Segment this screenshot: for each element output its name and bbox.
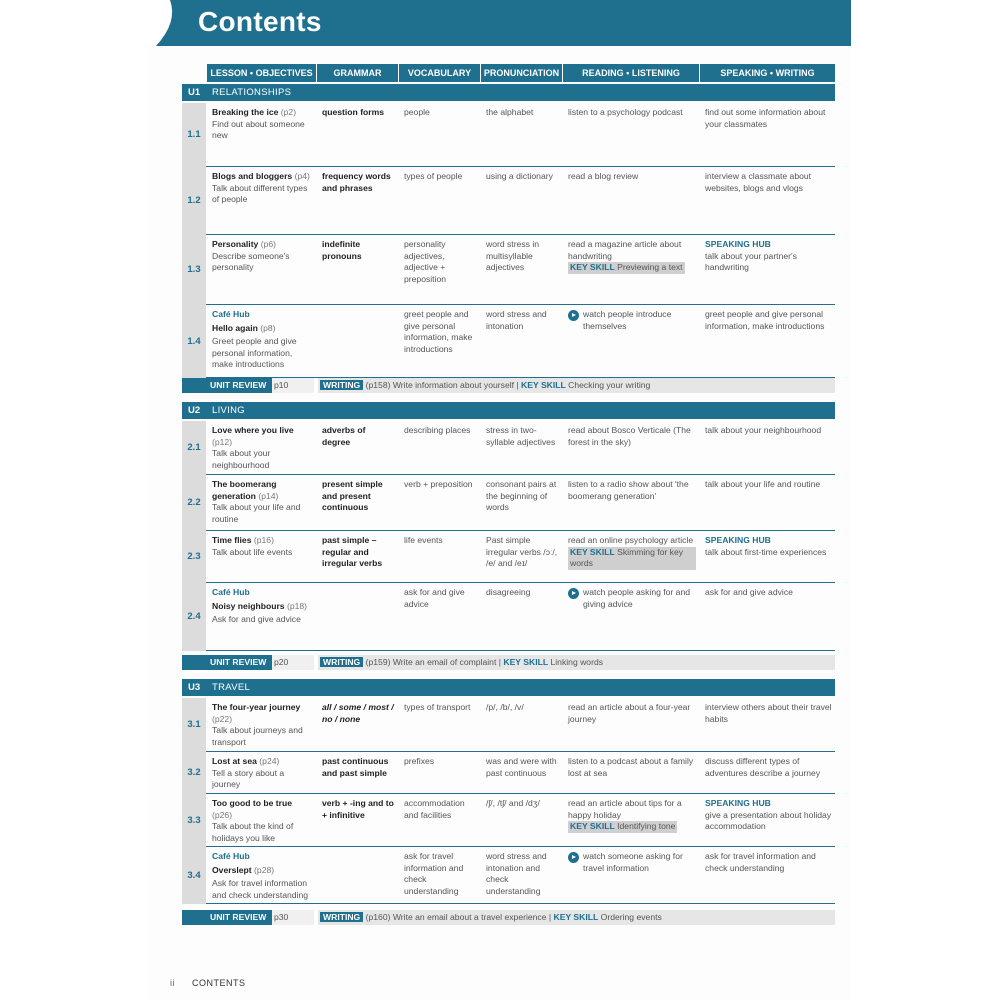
key-skill-text: Previewing a text [617, 262, 683, 272]
lesson-page: (p18) [286, 600, 308, 611]
lesson-objective: Talk about journeys and transport [212, 725, 303, 747]
lesson-cell [206, 587, 316, 626]
key-skill-text: Skimming for key words [570, 546, 684, 568]
lesson-title-text: The four-year journey [212, 702, 301, 712]
row-divider [206, 903, 835, 904]
speaking-writing-cell [699, 425, 835, 437]
lesson-title[interactable] [212, 323, 313, 335]
lesson-title-text: The boomerang generation [212, 479, 277, 501]
lesson-number: 1.1 [187, 129, 201, 140]
lesson-page: (p16) [253, 535, 274, 545]
lesson-title-text: Breaking the ice [212, 107, 279, 117]
col-header-lesson: LESSON • OBJECTIVES [206, 64, 316, 82]
reading-listening-cell [562, 171, 699, 183]
lesson-objective: Talk about the kind of holidays you like [212, 821, 294, 843]
lesson-title[interactable] [212, 171, 313, 183]
speaking-text: talk about your neighbourhood [705, 425, 822, 435]
grammar-cell: past continuous and past simple [322, 756, 389, 778]
unit-review-page: p10 [272, 378, 314, 393]
grammar-cell: indefinite pronouns [322, 239, 362, 261]
lesson-objective: Talk about your neighbourhood [212, 448, 271, 470]
lesson-objective: Talk about your life and routine [212, 502, 301, 524]
vocabulary-cell: personality adjectives, adjective + preposition [404, 239, 447, 284]
unit-code: U2 [188, 405, 201, 416]
lesson-objective: Tell a story about a journey [212, 767, 285, 789]
vocabulary-cell: types of people [404, 171, 463, 181]
pronunciation-cell: was and were with past continuous [486, 756, 557, 778]
lesson-objective: Talk about different types of people [212, 182, 308, 204]
lesson-title[interactable] [212, 535, 313, 547]
lesson-objective: Greet people and give personal information, make introductions [212, 336, 297, 369]
lesson-number: 2.2 [187, 497, 201, 508]
key-skill-label: KEY SKILL [570, 262, 615, 272]
video-item[interactable] [568, 309, 696, 332]
writing-text: (p160) Write an email about a travel experience [365, 912, 547, 922]
reading-text: read a blog review [568, 171, 639, 181]
lesson-page: (p2) [280, 107, 297, 117]
vocabulary-cell: verb + preposition [404, 479, 473, 489]
speaking-writing-cell [699, 107, 835, 130]
speaking-writing-cell [699, 756, 835, 779]
lesson-title[interactable] [212, 798, 313, 821]
lesson-title[interactable] [212, 865, 313, 877]
footer-label: CONTENTS [192, 978, 246, 988]
speaking-hub-label: SPEAKING HUB [705, 798, 771, 808]
lesson-title-text: Time flies [212, 535, 252, 545]
lesson-page: (p12) [212, 436, 233, 447]
writing-info: WRITING (p159) Write an email of complaint | KEY SKILL Linking words [318, 655, 835, 670]
lesson-number: 1.3 [187, 264, 201, 275]
reading-key-skill [568, 821, 677, 833]
lesson-title[interactable] [212, 239, 313, 251]
writing-label: WRITING [320, 912, 363, 922]
footer-page-number: ii [170, 978, 175, 988]
key-skill-label: KEY SKILL [553, 912, 599, 922]
cafe-hub-label: Café Hub [212, 851, 250, 861]
speaking-text: interview others about their travel habits [705, 702, 832, 724]
speaking-writing-cell [699, 587, 835, 599]
lesson-page: (p22) [212, 713, 233, 724]
lesson-title-text: Blogs and bloggers [212, 171, 293, 181]
unit-name: RELATIONSHIPS [212, 87, 292, 98]
unit-review-page: p30 [272, 910, 314, 925]
pronunciation-cell: word stress in multisyllable adjectives [486, 239, 540, 272]
row-divider [206, 846, 835, 847]
reading-listening-cell [562, 239, 699, 274]
row-divider [206, 530, 835, 531]
lesson-cell [206, 171, 316, 206]
lesson-title[interactable] [212, 702, 313, 725]
pronunciation-cell: /p/, /b/, /v/ [486, 702, 524, 712]
reading-listening-cell [562, 535, 699, 570]
unit-review-bar [182, 910, 835, 925]
unit-header [182, 402, 835, 419]
unit-review-bar [182, 655, 835, 670]
writing-info: WRITING (p158) Write information about yourself | KEY SKILL Checking your writing [318, 378, 835, 393]
speaking-writing-cell [699, 479, 835, 491]
vocabulary-cell: describing places [404, 425, 471, 435]
reading-text: listen to a psychology podcast [568, 107, 683, 117]
pronunciation-cell: stress in two-syllable adjectives [486, 425, 556, 447]
writing-label: WRITING [320, 657, 363, 667]
row-divider [206, 234, 835, 235]
reading-text: listen to a radio show about 'the boomerang generation' [568, 479, 689, 501]
speaking-writing-cell [699, 851, 835, 874]
grammar-cell: verb + -ing and to + infinitive [322, 798, 394, 820]
grammar-cell: all / some / most / no / none [322, 702, 394, 724]
writing-text: (p159) Write an email of complaint [365, 657, 497, 667]
writing-text: (p158) Write information about yourself [365, 380, 515, 390]
writing-label: WRITING [320, 380, 363, 390]
lesson-cell [206, 479, 316, 525]
speaking-text: talk about your partner's handwriting [705, 250, 797, 272]
speaking-text: find out some information about your classmates [705, 107, 826, 129]
speaking-hub-label: SPEAKING HUB [705, 239, 771, 249]
lesson-title-text: Too good to be true [212, 798, 293, 808]
lesson-objective: Ask for and give advice [212, 614, 301, 624]
vocabulary-cell: prefixes [404, 756, 435, 766]
lesson-number: 2.3 [187, 551, 201, 562]
key-skill-text: Identifying tone [617, 821, 676, 831]
reading-text: watch someone asking for travel information [583, 851, 683, 873]
play-video-icon[interactable] [568, 852, 579, 863]
lesson-cell [206, 851, 316, 901]
speaking-text: talk about first-time experiences [705, 546, 827, 557]
lesson-title-text: Hello again [212, 322, 258, 333]
reading-text: read an article about a four-year journey [568, 702, 691, 724]
lesson-cell [206, 309, 316, 371]
col-header-vocabulary: VOCABULARY [398, 64, 480, 82]
lesson-objective: Talk about life events [212, 546, 293, 557]
reading-text: listen to a podcast about a family lost at sea [568, 756, 694, 778]
lesson-cell [206, 425, 316, 471]
row-divider [206, 582, 835, 583]
reading-listening-cell [562, 107, 699, 119]
speaking-writing-cell [699, 239, 835, 274]
footer [170, 978, 246, 988]
key-skill-text: Checking your writing [568, 380, 651, 390]
speaking-writing-cell [699, 171, 835, 194]
lesson-objective: Ask for travel information and check understanding [212, 878, 309, 900]
cafe-hub-label: Café Hub [212, 587, 250, 597]
reading-key-skill [568, 262, 685, 274]
row-divider [206, 166, 835, 167]
speaking-text: talk about your life and routine [705, 479, 821, 489]
lesson-number: 1.4 [187, 335, 201, 347]
reading-text: read an article about tips for a happy holiday [568, 798, 682, 820]
lesson-objective: Find out about someone new [212, 118, 305, 140]
col-header-grammar: GRAMMAR [316, 64, 398, 82]
speaking-text: ask for travel information and check understanding [705, 851, 816, 873]
play-video-icon[interactable] [568, 310, 579, 321]
pronunciation-cell: using a dictionary [486, 171, 553, 181]
reading-listening-cell [562, 756, 699, 779]
lesson-page: (p14) [258, 490, 279, 501]
grammar-cell: present simple and present continuous [322, 479, 383, 512]
page-title: Contents [198, 6, 322, 37]
lesson-title[interactable] [212, 425, 313, 448]
lesson-cell [206, 535, 316, 558]
pronunciation-cell: the alphabet [486, 107, 534, 117]
lesson-objective: Describe someone's personality [212, 250, 290, 272]
lesson-page: (p26) [212, 809, 233, 820]
writing-info: WRITING (p160) Write an email about a travel experience | KEY SKILL Ordering events [318, 910, 835, 925]
unit-header [182, 84, 835, 101]
col-header-speaking: SPEAKING • WRITING [699, 64, 835, 82]
reading-listening-cell [562, 425, 699, 448]
reading-text: read an online psychology article [568, 535, 694, 545]
pronunciation-cell: word stress and intonation and check understanding [486, 851, 547, 896]
lesson-title-text: Love where you live [212, 425, 294, 435]
reading-listening-cell [562, 798, 699, 833]
lesson-page: (p4) [294, 171, 310, 181]
unit-name: LIVING [212, 405, 245, 416]
lesson-title[interactable] [212, 756, 313, 768]
vocabulary-cell: ask for and give advice [404, 587, 465, 609]
key-skill-label: KEY SKILL [521, 380, 566, 390]
key-skill-label: KEY SKILL [503, 657, 549, 667]
reading-text: watch people asking for and giving advice [583, 587, 691, 609]
video-item[interactable] [568, 851, 696, 874]
lesson-title[interactable] [212, 479, 313, 502]
row-divider [206, 474, 835, 475]
unit-review-bar [182, 378, 835, 393]
key-skill-text: Ordering events [600, 912, 662, 922]
row-divider [206, 304, 835, 305]
reading-listening-cell [562, 851, 699, 874]
pronunciation-cell: consonant pairs at the beginning of words [486, 479, 557, 512]
pronunciation-cell: /ʃ/, /tʃ/ and /dʒ/ [486, 798, 540, 808]
reading-text: read about Bosco Verticale (The forest in the sky) [568, 425, 691, 447]
lesson-cell [206, 107, 316, 142]
unit-code: U1 [188, 87, 201, 98]
reading-listening-cell [562, 309, 699, 332]
speaking-text: ask for and give advice [705, 587, 793, 597]
reading-key-skill [568, 547, 696, 570]
lesson-title-text: Overslept [212, 864, 252, 875]
unit-review-label: UNIT REVIEW [182, 655, 272, 670]
reading-listening-cell [562, 702, 699, 725]
unit-name: TRAVEL [212, 682, 251, 693]
vocabulary-cell: life events [404, 535, 443, 545]
speaking-text: greet people and give personal information, make introductions [705, 309, 825, 331]
lesson-number: 2.4 [187, 611, 201, 622]
speaking-writing-cell [699, 309, 835, 332]
unit-review-page: p20 [272, 655, 314, 670]
lesson-number: 3.4 [187, 869, 201, 881]
lesson-title-text: Noisy neighbours [212, 600, 285, 611]
vocabulary-cell: ask for travel information and check understanding [404, 851, 464, 896]
lesson-number: 3.2 [187, 767, 201, 778]
pronunciation-cell: word stress and intonation [486, 309, 547, 331]
grammar-cell: frequency words and phrases [322, 171, 391, 193]
unit-review-label: UNIT REVIEW [182, 378, 272, 393]
speaking-writing-cell [699, 702, 835, 725]
vocabulary-cell: types of transport [404, 702, 471, 712]
lesson-cell [206, 798, 316, 844]
lesson-cell [206, 239, 316, 274]
speaking-hub-label: SPEAKING HUB [705, 535, 771, 545]
lesson-number: 3.1 [187, 719, 201, 730]
lesson-number: 2.1 [187, 442, 201, 453]
speaking-writing-cell [699, 798, 835, 833]
reading-text: watch people introduce themselves [583, 309, 672, 331]
lesson-title[interactable] [212, 107, 313, 119]
vocabulary-cell: accommodation and facilities [404, 798, 465, 820]
reading-listening-cell [562, 587, 699, 610]
lesson-title[interactable] [212, 601, 313, 613]
row-divider [206, 751, 835, 752]
row-divider [206, 793, 835, 794]
pronunciation-cell: Past simple irregular verbs /ɔː/, /e/ and /eɪ/ [486, 535, 558, 568]
video-item[interactable] [568, 587, 696, 610]
header-swoosh-icon [148, 0, 188, 46]
reading-listening-cell [562, 479, 699, 502]
row-divider [206, 650, 835, 651]
grammar-cell: past simple – regular and irregular verbs [322, 535, 383, 568]
key-skill-label: KEY SKILL [570, 546, 615, 557]
grammar-cell: question forms [322, 107, 385, 117]
unit-header [182, 679, 835, 696]
key-skill-text: Linking words [550, 657, 604, 667]
grammar-cell: adverbs of degree [322, 425, 366, 447]
unit-review-label: UNIT REVIEW [182, 910, 272, 925]
lesson-cell [206, 702, 316, 748]
speaking-text: give a presentation about holiday accommodation [705, 809, 832, 831]
lesson-page: (p24) [259, 756, 280, 766]
lesson-cell [206, 756, 316, 791]
lesson-page: (p28) [254, 864, 275, 875]
play-video-icon[interactable] [568, 588, 579, 599]
pronunciation-cell: disagreeing [486, 587, 531, 597]
col-header-reading: READING • LISTENING [562, 64, 699, 82]
speaking-writing-cell [699, 535, 835, 558]
key-skill-label: KEY SKILL [570, 821, 615, 831]
speaking-text: interview a classmate about websites, blogs and vlogs [705, 171, 812, 193]
lesson-number: 3.3 [187, 814, 201, 826]
lesson-title-text: Personality [212, 239, 259, 249]
unit-code: U3 [188, 682, 201, 693]
col-header-pronunciation: PRONUNCIATION [480, 64, 562, 82]
vocabulary-cell: greet people and give personal information, make introductions [404, 309, 473, 354]
speaking-text: discuss different types of adventures describe a journey [705, 756, 821, 778]
lesson-page: (p6) [260, 239, 277, 249]
vocabulary-cell: people [404, 107, 430, 117]
cafe-hub-label: Café Hub [212, 309, 250, 319]
lesson-title-text: Lost at sea [212, 756, 257, 766]
lesson-number: 1.2 [187, 195, 201, 206]
lesson-page: (p8) [260, 322, 276, 333]
reading-text: read a magazine article about handwriting [568, 239, 682, 261]
